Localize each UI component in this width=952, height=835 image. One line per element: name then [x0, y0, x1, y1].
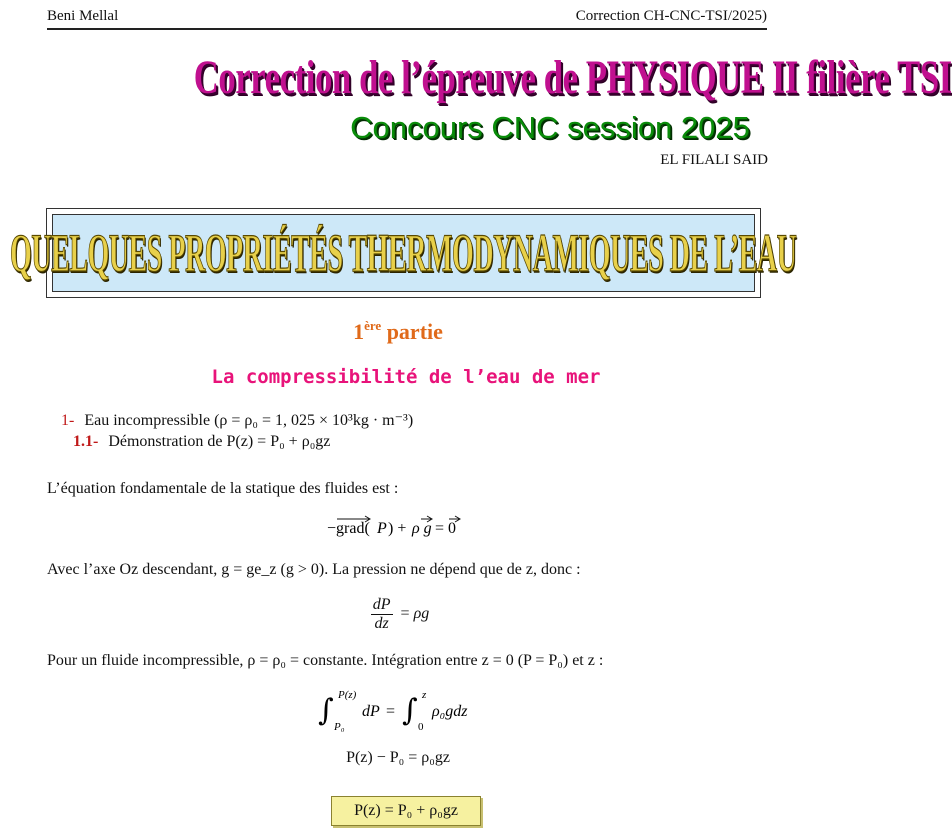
author: EL FILALI SAID — [660, 152, 768, 168]
result-box — [331, 796, 481, 826]
paragraph-2: Avec l’axe Oz descendant, g = ge_z (g > 0). La pression ne dépend que de z, donc : — [47, 561, 581, 578]
equation-3 — [0, 686, 796, 732]
svg-text:=: = — [386, 703, 396, 720]
svg-text:P₀: P₀ — [334, 721, 345, 733]
result-formula: P(z) = P₀ + ρ₀gz — [354, 802, 458, 819]
svg-text:−grad(: −grad( — [327, 520, 370, 537]
question-1-1-text: Démonstration de P(z) = P₀ + ρ₀gz — [108, 433, 331, 450]
question-1-text: Eau incompressible (ρ = ρ₀ = 1, 025 × 10³kg · m⁻³) — [84, 412, 414, 429]
question-1-1-number: 1.1- — [73, 433, 99, 450]
fraction-dp-dz: $\frac{dP}{dz}$ — [372, 596, 391, 632]
banner-text: QUELQUES PROPRIÉTÉS THERMODYNAMIQUES DE L’EAU — [10, 223, 797, 283]
header-rule — [47, 28, 767, 30]
svg-text:P(z): P(z) — [338, 689, 357, 701]
header-right: Correction CH-CNC-TSI/2025) — [575, 8, 767, 24]
svg-text:P: P — [377, 520, 387, 537]
question-1 — [61, 410, 413, 430]
header-left: Beni Mellal — [47, 8, 119, 24]
section-title: La compressibilité de l’eau de mer — [211, 366, 601, 388]
topic-banner — [10, 208, 797, 298]
equation-4: P(z) − P₀ = ρ₀gz — [346, 749, 450, 766]
svg-text:ρ g: ρ g — [412, 520, 432, 537]
svg-text:= 0: = 0 — [435, 520, 457, 537]
banner-inner — [10, 214, 797, 292]
subtitle: Concours CNC session 2025 — [350, 110, 750, 145]
part-number: 1 — [353, 319, 365, 344]
svg-text:z: z — [422, 689, 427, 701]
svg-text:0: 0 — [418, 721, 424, 733]
svg-text:∫: ∫ — [402, 693, 418, 728]
equation-2: $\frac{dP}{dz}$ = ρg — [372, 596, 430, 632]
question-1-number: 1- — [61, 412, 75, 429]
question-1-1 — [73, 433, 330, 451]
paragraph-3: Pour un fluide incompressible, ρ = ρ₀ = constante. Intégration entre z = 0 (P = P₀) et z : — [47, 652, 604, 669]
svg-text:dP: dP — [362, 703, 380, 720]
equation-1-render — [323, 515, 473, 541]
svg-text:) +: ) + — [388, 520, 407, 537]
svg-text:ρ₀gdz: ρ₀gdz — [432, 703, 468, 720]
svg-text:∫: ∫ — [318, 693, 334, 728]
part-heading — [0, 318, 796, 345]
paragraph-1: L’équation fondamentale de la statique des fluides est : — [47, 480, 399, 497]
part-superscript: ère — [364, 318, 382, 333]
equation-1 — [0, 515, 796, 541]
equation-3-render — [308, 686, 488, 732]
main-title: Correction de l’épreuve de PHYSIQUE II filière TSI — [193, 51, 952, 104]
part-word: partie — [386, 319, 443, 344]
